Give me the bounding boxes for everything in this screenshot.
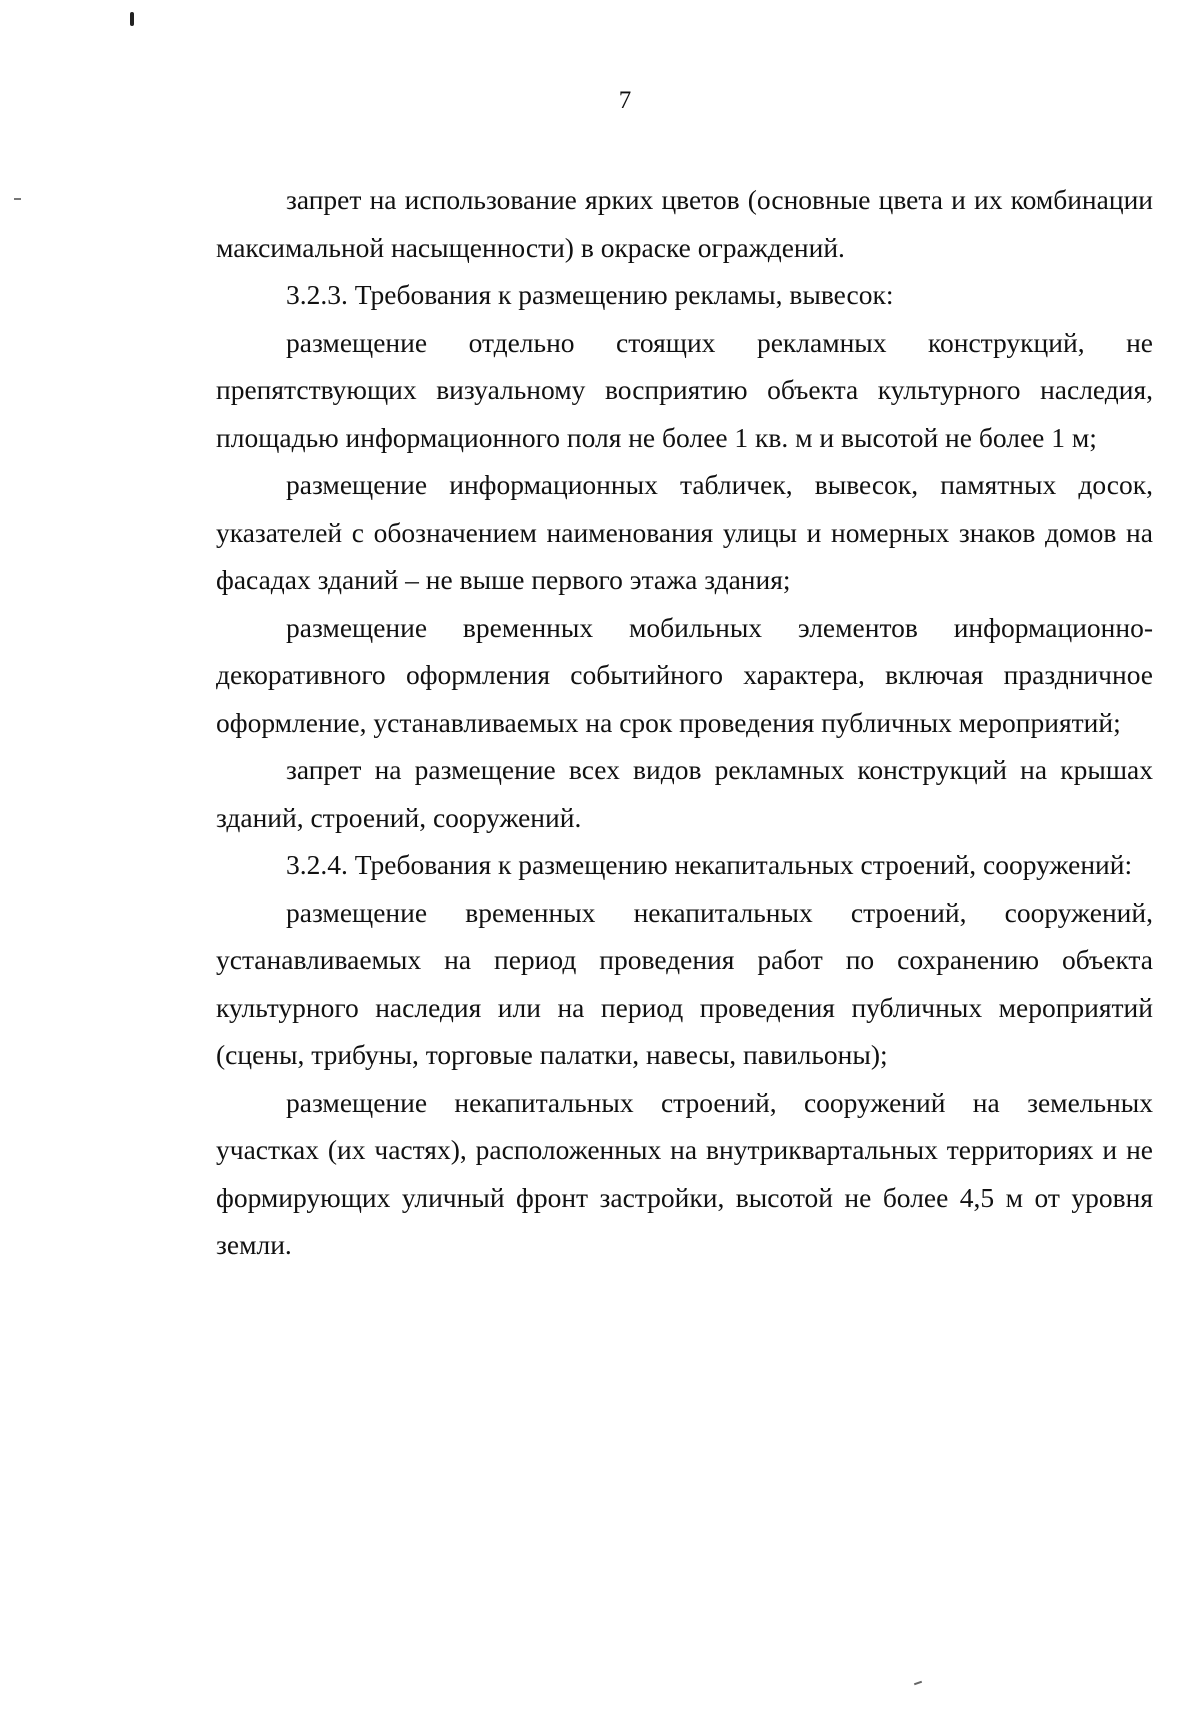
document-body xyxy=(216,176,1153,1269)
section-heading: 3.2.4. Требования к размещению некапитальных строений, сооружений: xyxy=(286,849,1133,880)
paragraph: размещение отдельно стоящих рекламных конструкций, не препятствующих визуальному восприятию объекта культурного наследия, площадью информационного поля не более 1 кв. м и высотой не более 1 м; xyxy=(216,326,1153,453)
paragraph: размещение информационных табличек, вывесок, памятных досок, указателей с обозначением наименования улицы и номерных знаков домов на фасадах зданий – не выше первого этажа здания; xyxy=(216,469,1153,595)
paragraph: размещение временных некапитальных строений, сооружений, устанавливаемых на период проведения работ по сохранению объекта культурного наследия или на период проведения публичных мероприятий (сцены, трибуны, торговые палатки, навесы, павильоны); xyxy=(216,896,1153,1070)
page-number: 7 xyxy=(618,87,632,114)
section-heading: 3.2.3. Требования к размещению рекламы, вывесок: xyxy=(286,279,894,310)
paragraph: запрет на использование ярких цветов (основные цвета и их комбинации максимальной насыщенности) в окраске ограждений. xyxy=(216,184,1153,263)
scan-mark xyxy=(14,198,21,200)
scan-mark xyxy=(914,1681,922,1686)
paragraph: размещение некапитальных строений, сооружений на земельных участках (их частях), расположенных на внутриквартальных территориях и не формирующих уличный фронт застройки, высотой не более 4,5 м от уровня земли. xyxy=(216,1086,1153,1260)
scan-mark xyxy=(130,12,134,26)
paragraph: запрет на размещение всех видов рекламных конструкций на крышах зданий, строений, сооружений. xyxy=(216,754,1153,833)
paragraph: размещение временных мобильных элементов информационно-декоративного оформления событийного характера, включая праздничное оформление, устанавливаемых на срок проведения публичных мероприятий; xyxy=(216,611,1153,738)
